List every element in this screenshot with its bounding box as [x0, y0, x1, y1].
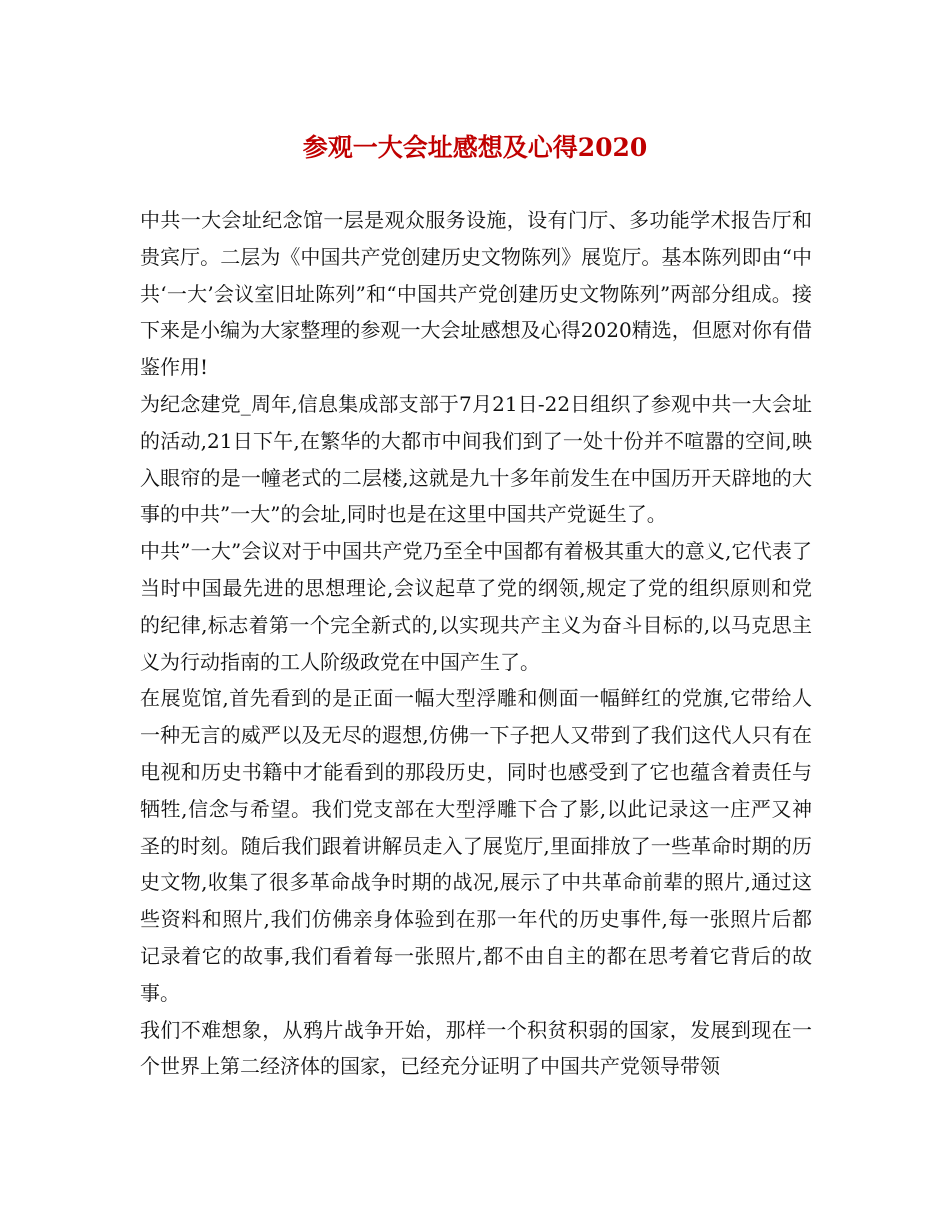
paragraph-exhibition: 在展览馆,首先看到的是正面一幅大型浮雕和侧面一幅鲜红的党旗,它带给人一种无言的威严以及无尽的遐想,仿佛一下子把人又带到了我们这代人只有在电视和历史书籍中才能看到的那段历史，同时也感受到了它也蕴含着责任与牺牲,信念与希望。我们党支部在大型浮雕下合了影,以此记录这一庄严又神圣的时刻。随后我们跟着讲解员走入了展览厅,里面排放了一些革命时期的历史文物,收集了很多革命战争时期的战况,展示了中共革命前辈的照片,通过这些资料和照片,我们仿佛亲身体验到在那一年代的历史事件,每一张照片后都记录着它的故事,我们看着每一张照片,都不由自主的都在思考着它背后的故事。 — [140, 686, 812, 1005]
paragraph-visit: 为纪念建党_周年,信息集成部支部于7月21日-22日组织了参观中共一大会址的活动,21日下午,在繁华的大都市中间我们到了一处十份并不喧嚣的空间,映入眼帘的是一幢老式的二层楼,这就是九十多年前发生在中国历开天辟地的大事的中共”一大”的会址,同时也是在这里中国共产党诞生了。 — [140, 391, 812, 527]
paragraph-intro: 中共一大会址纪念馆一层是观众服务设施，设有门厅、多功能学术报告厅和贵宾厅。二层为《中国共产党创建历史文物陈列》展览厅。基本陈列即由“中共‘一大’会议室旧址陈列”和“中国共产党创建历史文物陈列”两部分组成。接下来是小编为大家整理的参观一大会址感想及心得2020精选，但愿对你有借鉴作用! — [140, 208, 812, 380]
document-title: 参观一大会址感想及心得2020 — [302, 133, 648, 162]
paragraph-reflection: 我们不难想象，从鸦片战争开始，那样一个积贫积弱的国家，发展到现在一个世界上第二经济体的国家，已经充分证明了中国共产党领导带领 — [140, 1017, 812, 1079]
document-body — [140, 202, 812, 1085]
paragraph-significance: 中共”一大”会议对于中国共产党乃至全中国都有着极其重大的意义,它代表了当时中国最先进的思想理论,会议起草了党的纲领,规定了党的组织原则和党的纪律,标志着第一个完全新式的,以实现共产主义为奋斗目标的,以马克思主义为行动指南的工人阶级政党在中国产生了。 — [140, 539, 812, 674]
